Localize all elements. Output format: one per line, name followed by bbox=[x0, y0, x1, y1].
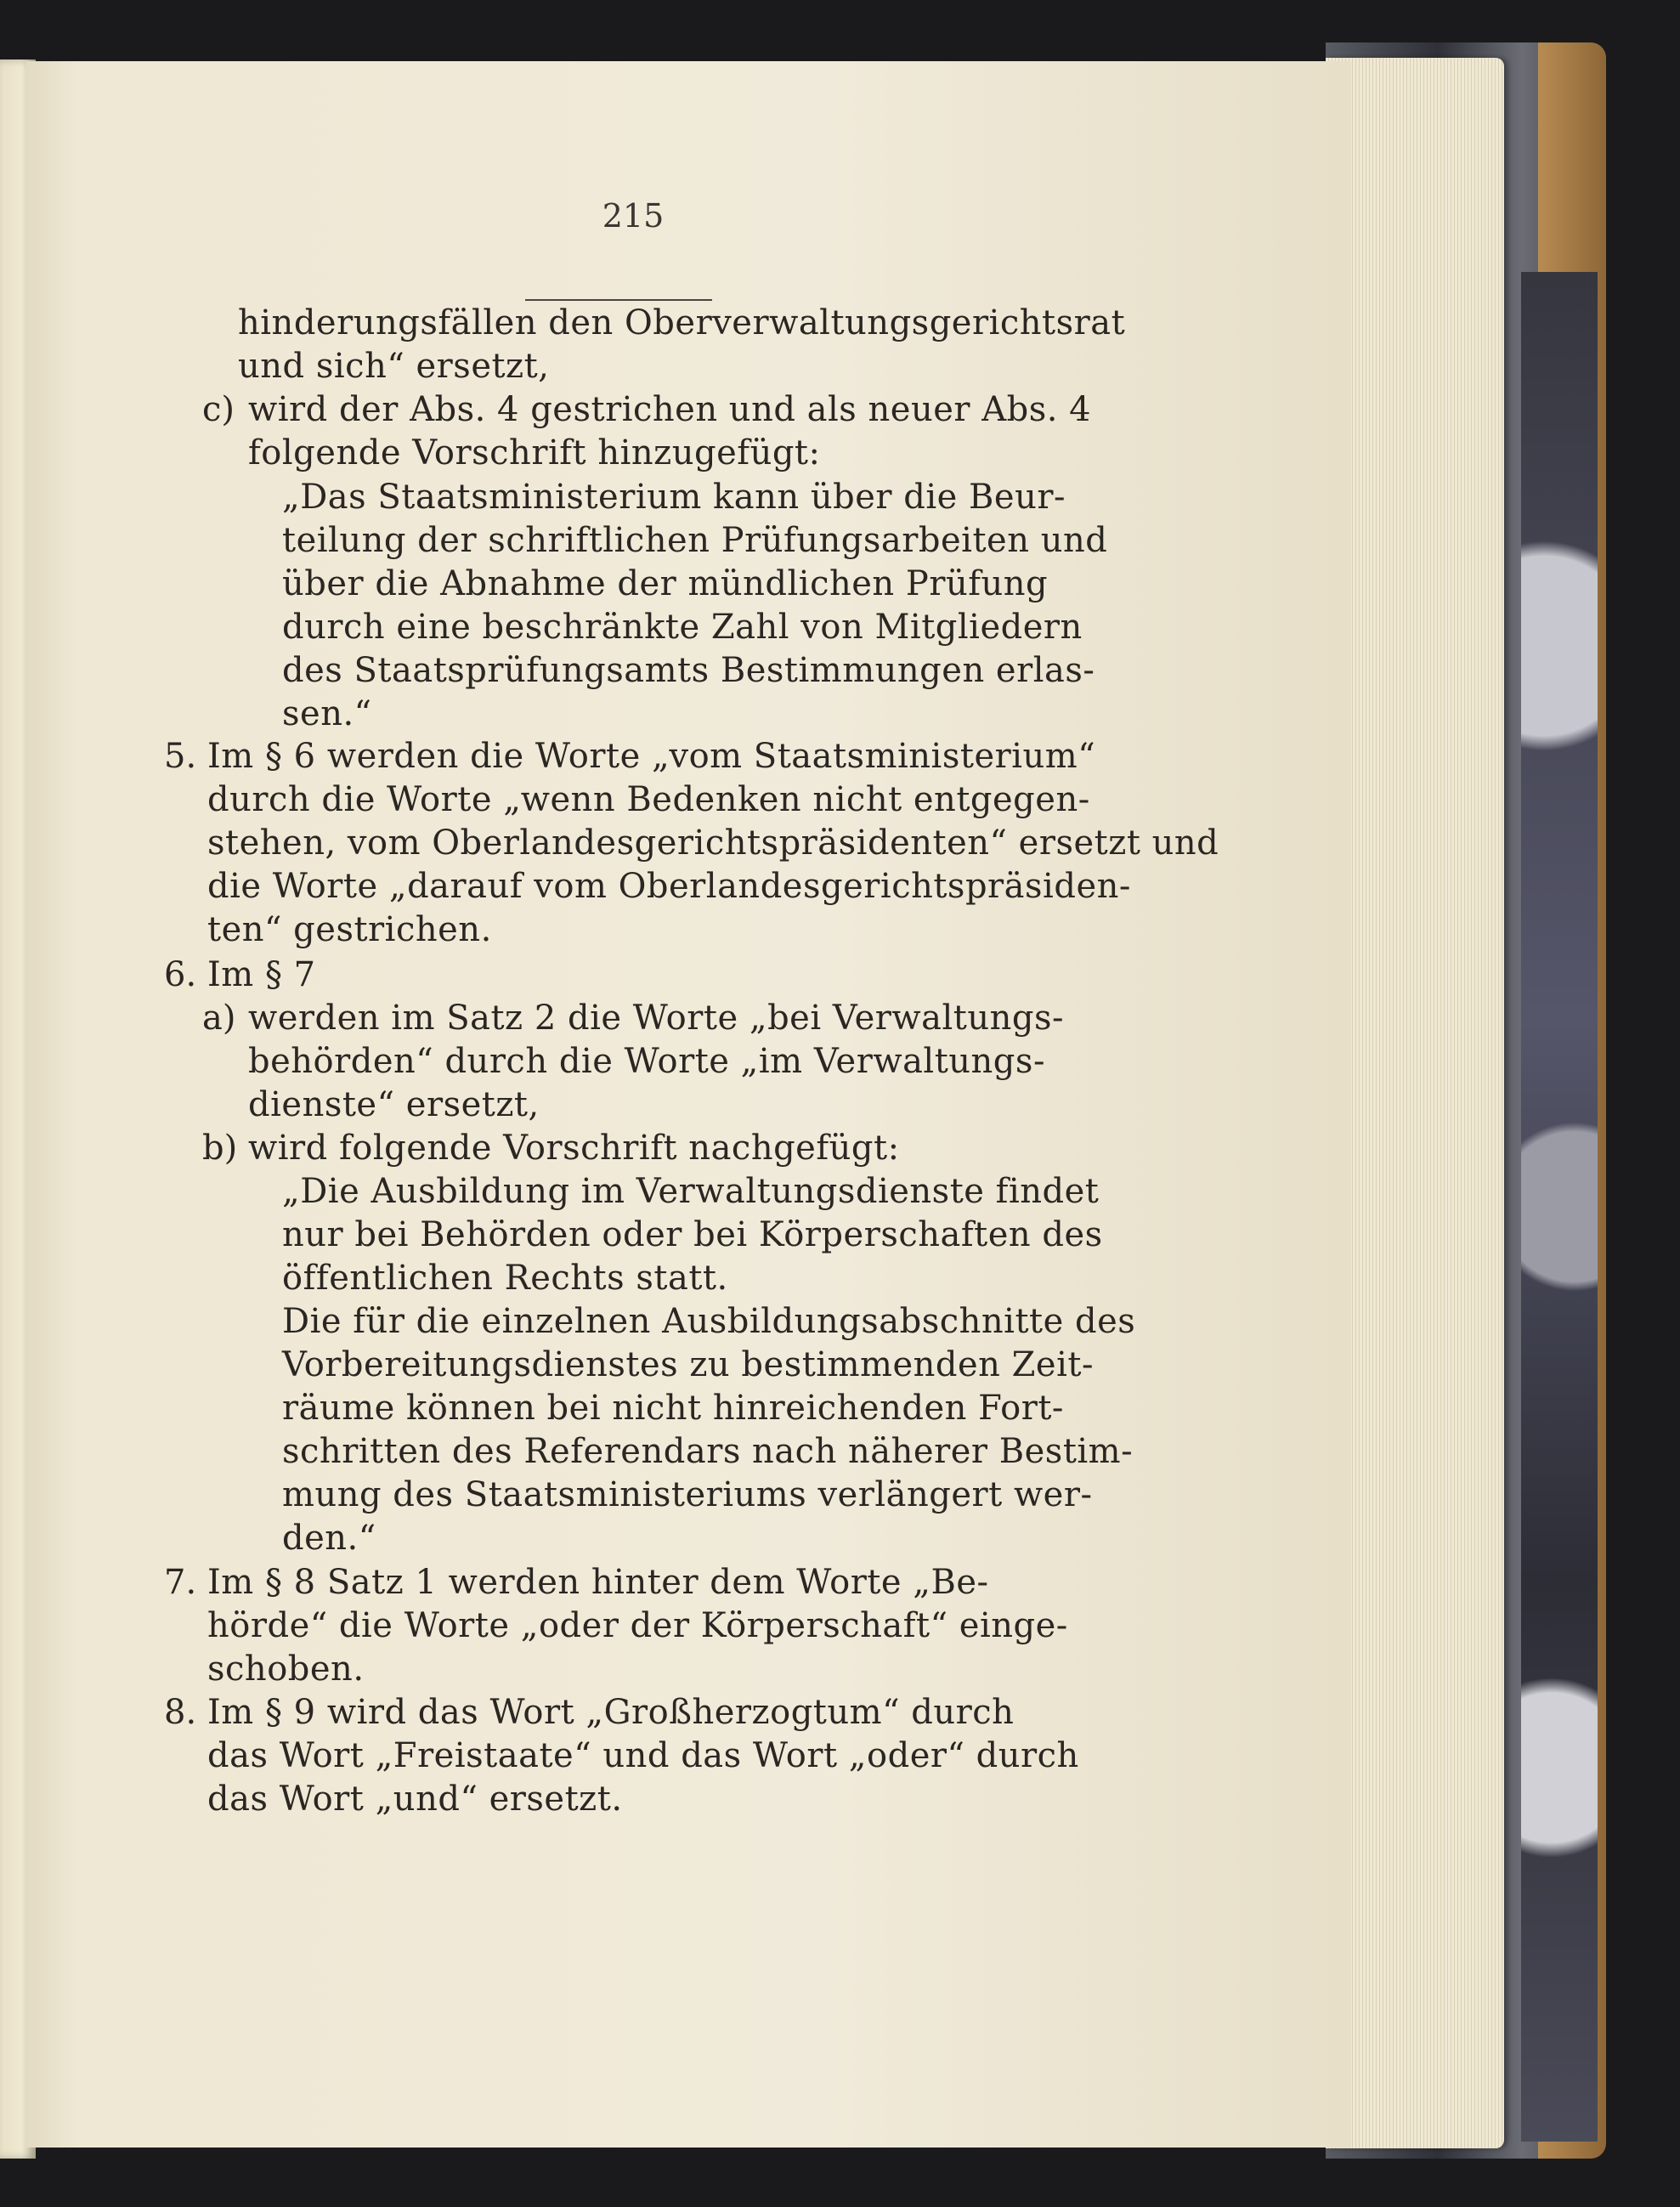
text-line: teilung der schriftlichen Prüfungsarbeiten und bbox=[282, 521, 1108, 560]
page-stack bbox=[1326, 58, 1504, 2148]
text-line: Die für die einzelnen Ausbildungsabschnitte des bbox=[282, 1302, 1136, 1341]
text-line: das Wort „Freistaate“ und das Wort „oder“ durch bbox=[207, 1736, 1079, 1775]
text-line: „Das Staatsministerium kann über die Beur- bbox=[282, 478, 1066, 517]
text-line: Im § 9 wird das Wort „Großherzogtum“ durch bbox=[207, 1693, 1015, 1732]
text-line: den.“ bbox=[282, 1519, 376, 1558]
text-line: des Staatsprüfungsamts Bestimmungen erlas- bbox=[282, 651, 1095, 690]
text-line: „Die Ausbildung im Verwaltungsdienste findet bbox=[282, 1172, 1100, 1211]
text-line: nur bei Behörden oder bei Körperschaften des bbox=[282, 1215, 1103, 1254]
text-line: behörden“ durch die Worte „im Verwaltungs- bbox=[248, 1042, 1045, 1081]
item-marker: 7. bbox=[164, 1563, 197, 1602]
text-line: hörde“ die Worte „oder der Körperschaft“ einge- bbox=[207, 1606, 1068, 1645]
page-number: 215 bbox=[602, 197, 665, 235]
marbled-cover bbox=[1521, 272, 1598, 2142]
text-line: über die Abnahme der mündlichen Prüfung bbox=[282, 564, 1049, 603]
text-line: die Worte „darauf vom Oberlandesgerichtspräsiden- bbox=[207, 867, 1131, 906]
item-marker: 6. bbox=[164, 955, 197, 994]
text-line: schritten des Referendars nach näherer Bestim- bbox=[282, 1432, 1134, 1471]
book-page bbox=[25, 61, 1351, 2148]
text-line: räume können bei nicht hinreichenden Fort- bbox=[282, 1389, 1064, 1428]
text-line: öffentlichen Rechts statt. bbox=[282, 1259, 728, 1298]
item-marker: b) bbox=[202, 1129, 238, 1168]
text-line: stehen, vom Oberlandesgerichtspräsidenten“ ersetzt und bbox=[207, 823, 1219, 863]
item-marker: a) bbox=[202, 999, 236, 1038]
text-line: werden im Satz 2 die Worte „bei Verwaltungs- bbox=[248, 999, 1064, 1038]
item-marker: 8. bbox=[164, 1693, 197, 1732]
text-line: folgende Vorschrift hinzugefügt: bbox=[248, 433, 821, 473]
text-line: Vorbereitungsdienstes zu bestimmenden Zeit- bbox=[282, 1345, 1094, 1384]
text-line: und sich“ ersetzt, bbox=[238, 347, 550, 386]
text-line: wird folgende Vorschrift nachgefügt: bbox=[248, 1129, 900, 1168]
text-line: Im § 8 Satz 1 werden hinter dem Worte „Be- bbox=[207, 1563, 989, 1602]
text-line: mung des Staatsministeriums verlängert wer- bbox=[282, 1475, 1093, 1514]
item-marker: 5. bbox=[164, 737, 197, 776]
text-line: hinderungsfällen den Oberverwaltungsgerichtsrat bbox=[238, 303, 1126, 342]
text-line: durch eine beschränkte Zahl von Mitgliedern bbox=[282, 608, 1083, 647]
header-rule bbox=[525, 299, 712, 301]
text-line: schoben. bbox=[207, 1650, 365, 1689]
text-line: das Wort „und“ ersetzt. bbox=[207, 1780, 623, 1819]
text-line: durch die Worte „wenn Bedenken nicht entgegen- bbox=[207, 780, 1090, 819]
text-line: dienste“ ersetzt, bbox=[248, 1085, 540, 1124]
text-line: sen.“ bbox=[282, 694, 372, 733]
text-line: Im § 7 bbox=[207, 955, 316, 994]
item-marker: c) bbox=[202, 390, 235, 429]
text-line: ten“ gestrichen. bbox=[207, 910, 492, 949]
text-line: wird der Abs. 4 gestrichen und als neuer Abs. 4 bbox=[248, 390, 1092, 429]
text-line: Im § 6 werden die Worte „vom Staatsministerium“ bbox=[207, 737, 1096, 776]
